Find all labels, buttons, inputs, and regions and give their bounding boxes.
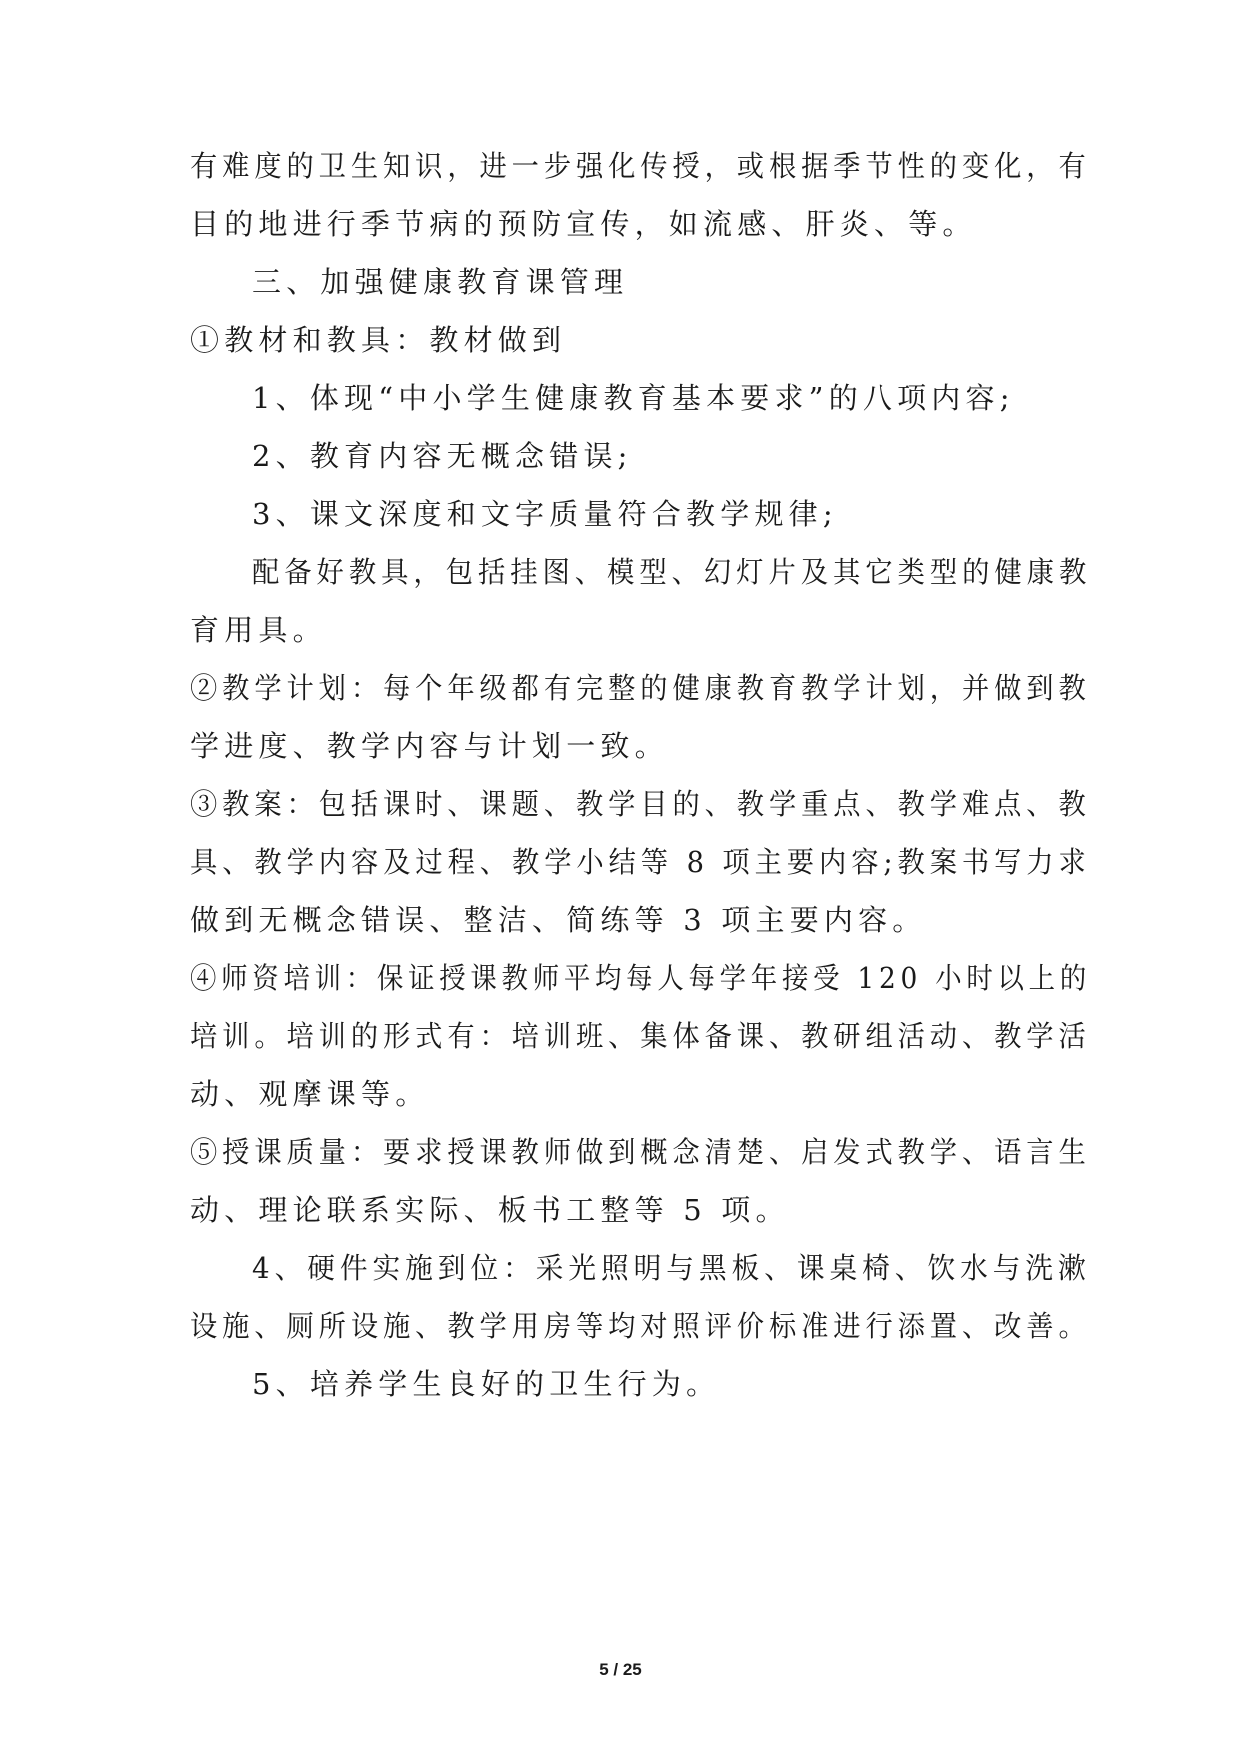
paragraph-line: 4、硬件实施到位：采光照明与黑板、课桌椅、饮水与洗漱: [252, 1251, 1091, 1285]
list-item: 2、教育内容无概念错误;: [252, 439, 633, 473]
paragraph-line: 5、培养学生良好的卫生行为。: [252, 1367, 721, 1401]
paragraph-line: ④师资培训：保证授课教师平均每人每学年接受 120 小时以上的: [190, 961, 1091, 995]
paragraph-line: 动、理论联系实际、板书工整等 5 项。: [190, 1193, 790, 1227]
paragraph-line: 配备好教具，包括挂图、模型、幻灯片及其它类型的健康教: [252, 555, 1092, 589]
list-item: 1、体现“中小学生健康教育基本要求”的八项内容;: [252, 381, 1015, 415]
page-number: 5 / 25: [599, 1660, 642, 1679]
paragraph-line: 培训。培训的形式有：培训班、集体备课、教研组活动、教学活: [190, 1019, 1091, 1053]
paragraph-line: 目的地进行季节病的预防宣传，如流感、肝炎、等。: [190, 207, 977, 241]
paragraph-line: 具、教学内容及过程、教学小结等 8 项主要内容;教案书写力求: [190, 845, 1091, 879]
paragraph-line: 学进度、教学内容与计划一致。: [190, 729, 669, 763]
paragraph-line: 育用具。: [190, 613, 327, 647]
paragraph-line: ②教学计划：每个年级都有完整的健康教育教学计划，并做到教: [190, 671, 1091, 705]
paragraph-line: ⑤授课质量：要求授课教师做到概念清楚、启发式教学、语言生: [190, 1135, 1091, 1169]
paragraph-line: 做到无概念错误、整洁、简练等 3 项主要内容。: [190, 903, 927, 937]
section-heading: 三、加强健康教育课管理: [252, 265, 629, 299]
paragraph-line: 动、观摩课等。: [190, 1077, 430, 1111]
paragraph-line: ①教材和教具：教材做到: [190, 323, 567, 357]
paragraph-line: 有难度的卫生知识，进一步强化传授，或根据季节性的变化，有: [190, 149, 1091, 183]
paragraph-line: ③教案：包括课时、课题、教学目的、教学重点、教学难点、教: [190, 787, 1091, 821]
list-item: 3、课文深度和文字质量符合教学规律;: [252, 497, 838, 531]
paragraph-line: 设施、厕所设施、教学用房等均对照评价标准进行添置、改善。: [190, 1309, 1091, 1343]
